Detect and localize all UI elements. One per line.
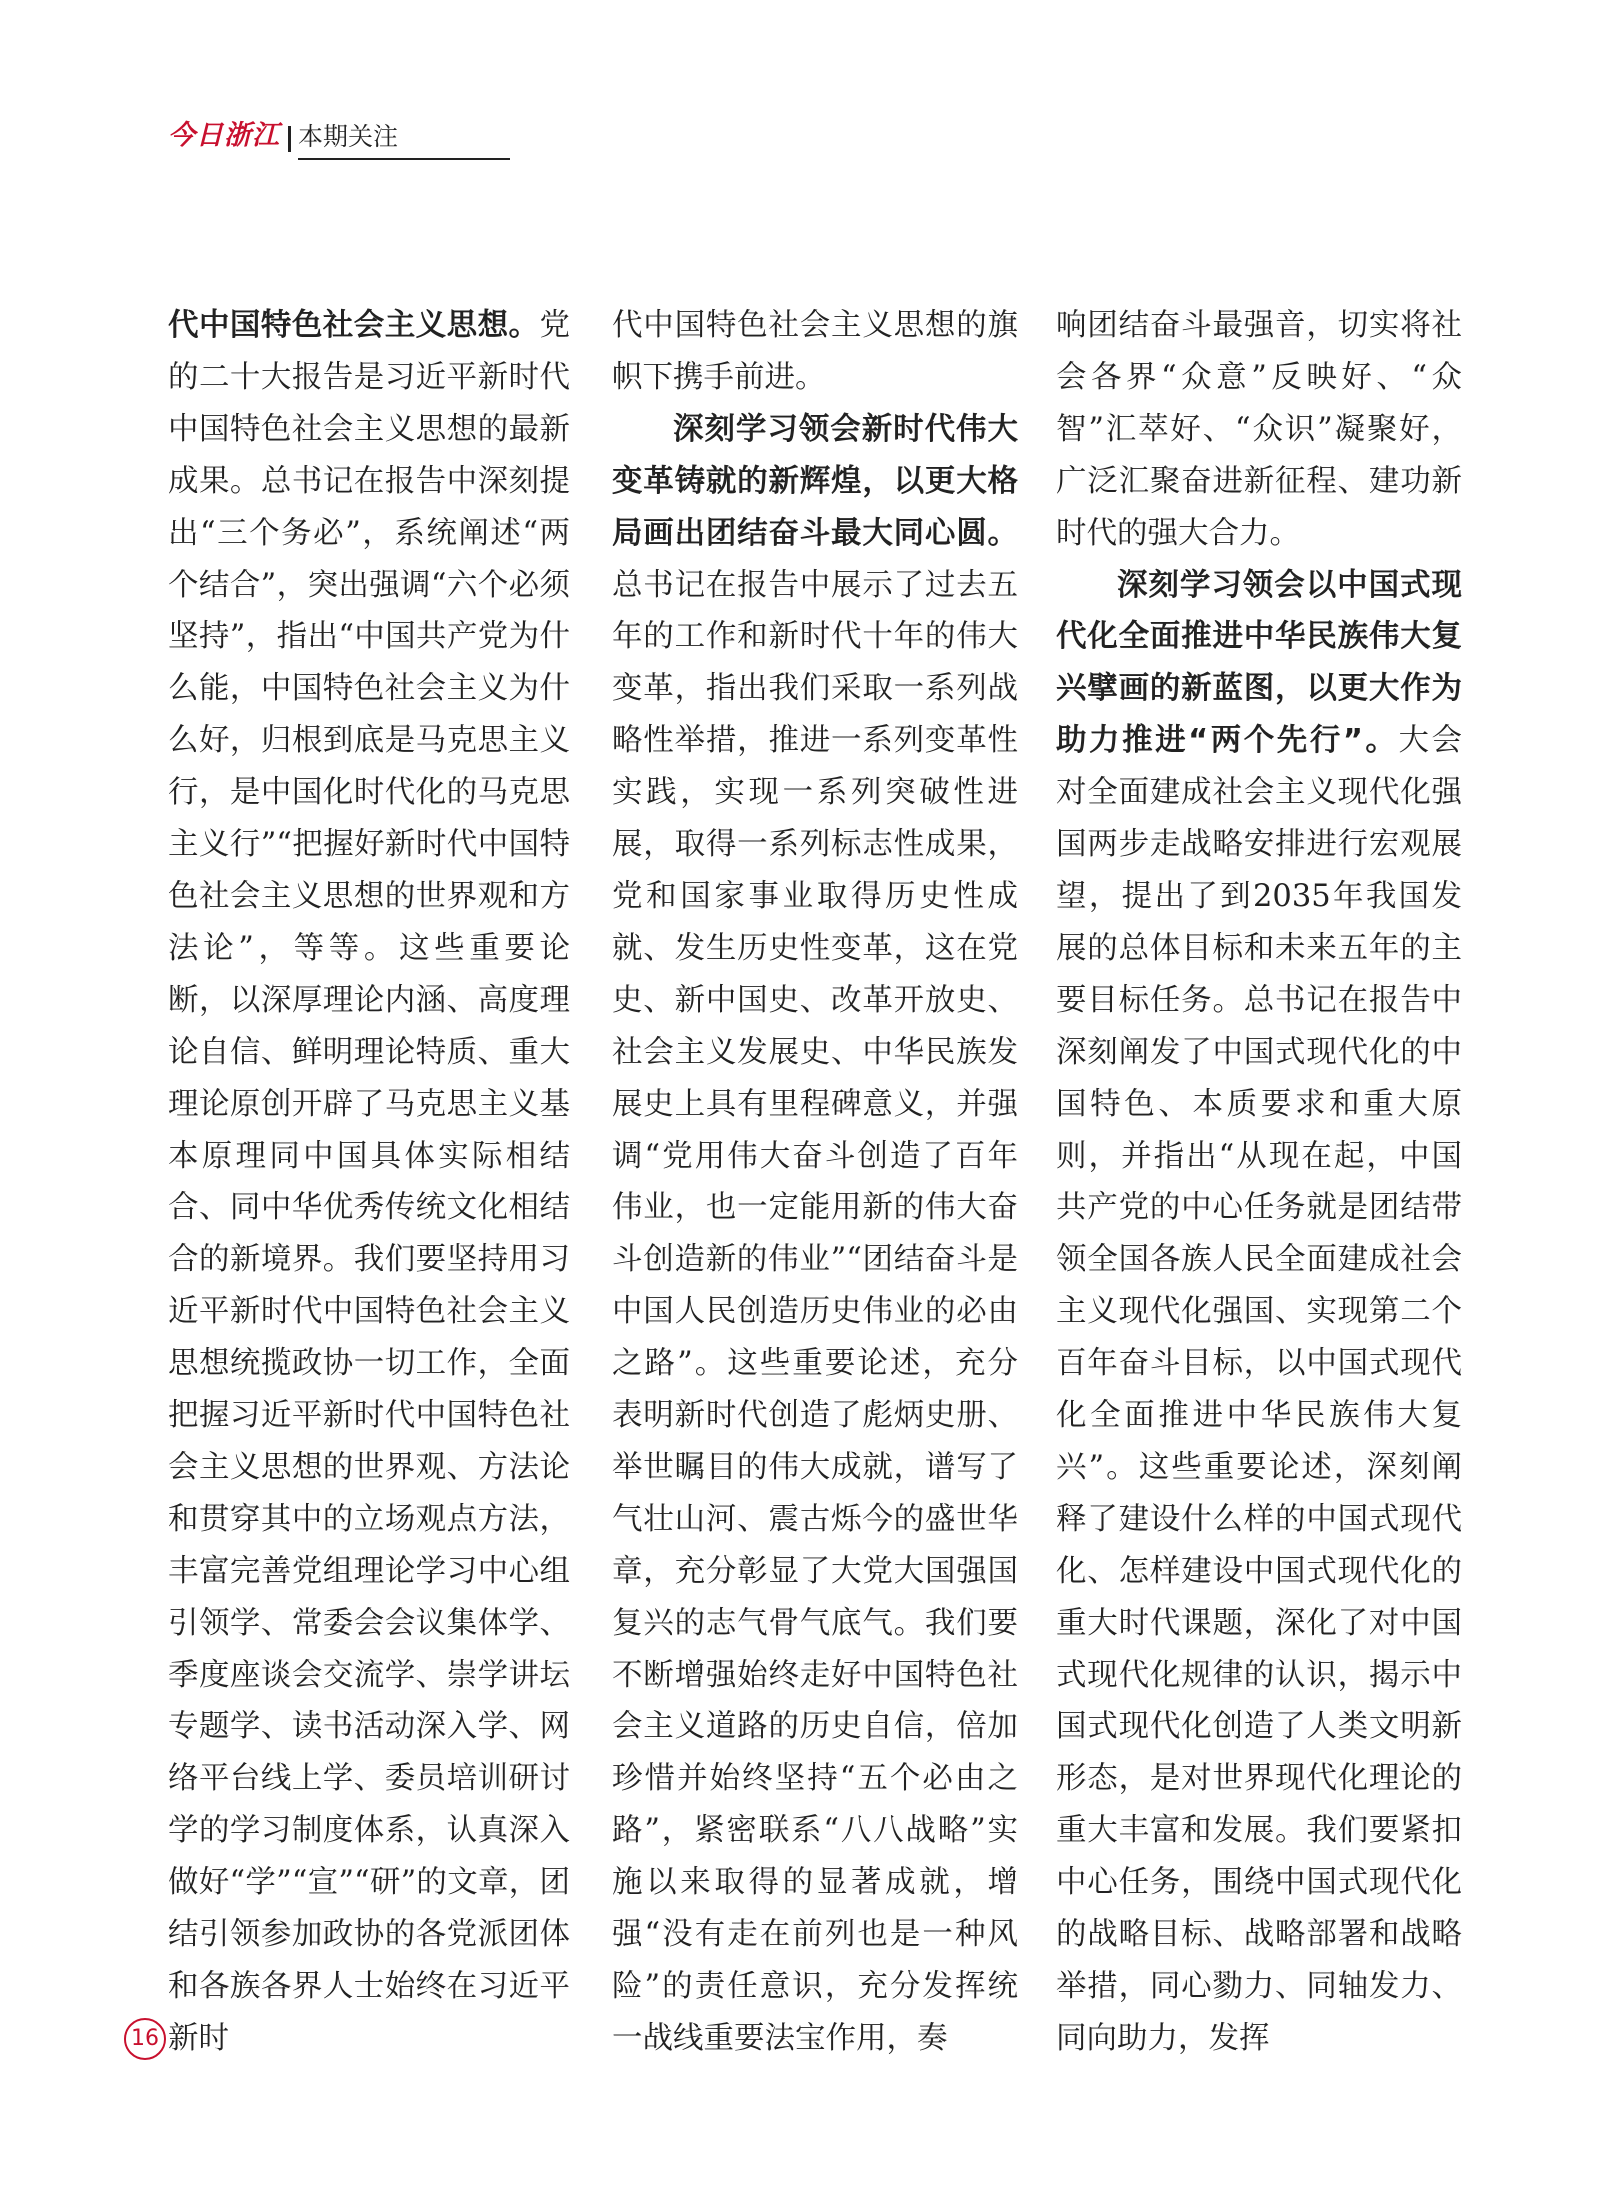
paragraph-text: 总书记在报告中展示了过去五年的工作和新时代十年的伟大变革，指出我们采取一系列战略性举措，推进一系列变革性实践，实现一系列突破性进展，取得一系列标志性成果，党和国家事业取得历史性成就、发生历史性变革，这在党史、新中国史、改革开放史、社会主义发展史、中华民族发展史上具有里程碑意义，并强调“党用伟大奋斗创造了百年伟业，也一定能用新的伟大奋斗创造新的伟业”“团结奋斗是中国人民创造历史伟业的必由之路”。这些重要论述，充分表明新时代创造了彪炳史册、举世瞩目的伟大成就，谱写了气壮山河、震古烁今的盛世华章，充分彰显了大党大国强国复兴的志气骨气底气。我们要不断增强始终走好中国特色社会主义道路的历史自信，倍加珍惜并始终坚持“五个必由之路”，紧密联系“八八战略”实施以来取得的显著成就，增强“没有走在前列也是一种风险”的责任意识，充分发挥统一战线重要法宝作用，奏 [612, 567, 1018, 2056]
page-number: 16 [124, 2018, 166, 2060]
paragraph [1056, 300, 1462, 560]
paragraph-text: 党的二十大报告是习近平新时代中国特色社会主义思想的最新成果。总书记在报告中深刻提出“三个务必”，系统阐述“两个结合”，突出强调“六个必须坚持”，指出“中国共产党为什么能，中国特色社会主义为什么好，归根到底是马克思主义行，是中国化时代化的马克思主义行”“把握好新时代中国特色社会主义思想的世界观和方法论”，等等。这些重要论断，以深厚理论内涵、高度理论自信、鲜明理论特质、重大理论原创开辟了马克思主义基本原理同中国具体实际相结合、同中华优秀传统文化相结合的新境界。我们要坚持用习近平新时代中国特色社会主义思想统揽政协一切工作，全面把握习近平新时代中国特色社会主义思想的世界观、方法论和贯穿其中的立场观点方法，丰富完善党组理论学习中心组引领学、常委会会议集体学、季度座谈会交流学、崇学讲坛专题学、读书活动深入学、网络平台线上学、委员培训研讨学的学习制度体系，认真深入做好“学”“宣”“研”的文章，团结引领参加政协的各党派团体和各族各界人士始终在习近平新时 [168, 308, 570, 2056]
paragraph [612, 300, 1018, 404]
paragraph [168, 300, 570, 2065]
paragraph [1056, 560, 1462, 2065]
magazine-logo: 今日浙江 [168, 120, 280, 151]
bold-lead: 深刻学习领会新时代伟大变革铸就的新辉煌，以更大格局画出团结奋斗最大同心圆。 [612, 411, 1018, 551]
paragraph-text: 大会对全面建成社会主义现代化强国两步走战略安排进行宏观展望，提出了到2035年我国发展的总体目标和未来五年的主要目标任务。总书记在报告中深刻阐发了中国式现代化的中国特色、本质要求和重大原则，并指出“从现在起，中国共产党的中心任务就是团结带领全国各族人民全面建成社会主义现代化强国、实现第二个百年奋斗目标，以中国式现代化全面推进中华民族伟大复兴”。这些重要论述，深刻阐释了建设什么样的中国式现代化、怎样建设中国式现代化的重大时代课题，深化了对中国式现代化规律的认识，揭示中国式现代化创造了人类文明新形态，是对世界现代化理论的重大丰富和发展。我们要紧扣中心任务，围绕中国式现代化的战略目标、战略部署和战略举措，同心勠力、同轴发力、同向助力，发挥 [1056, 723, 1463, 2056]
header-divider [288, 126, 291, 152]
page-header [168, 118, 510, 158]
article-column-1 [168, 300, 570, 2056]
article-column-3 [1056, 300, 1463, 2056]
paragraph-text: 代中国特色社会主义思想的旗帜下携手前进。 [612, 308, 1018, 395]
bold-lead: 代中国特色社会主义思想。 [168, 308, 540, 343]
article-column-2 [612, 300, 1018, 2056]
bold-lead: 深刻学习领会以中国式现代化全面推进中华民族伟大复兴擘画的新蓝图，以更大作为助力推进“两个先行”。 [1056, 567, 1462, 759]
paragraph-text: 响团结奋斗最强音，切实将社会各界“众意”反映好、“众智”汇萃好、“众识”凝聚好，广泛汇聚奋进新征程、建功新时代的强大合力。 [1056, 308, 1462, 551]
paragraph [612, 404, 1018, 2065]
section-title: 本期关注 [298, 122, 399, 151]
header-underline [298, 158, 510, 160]
